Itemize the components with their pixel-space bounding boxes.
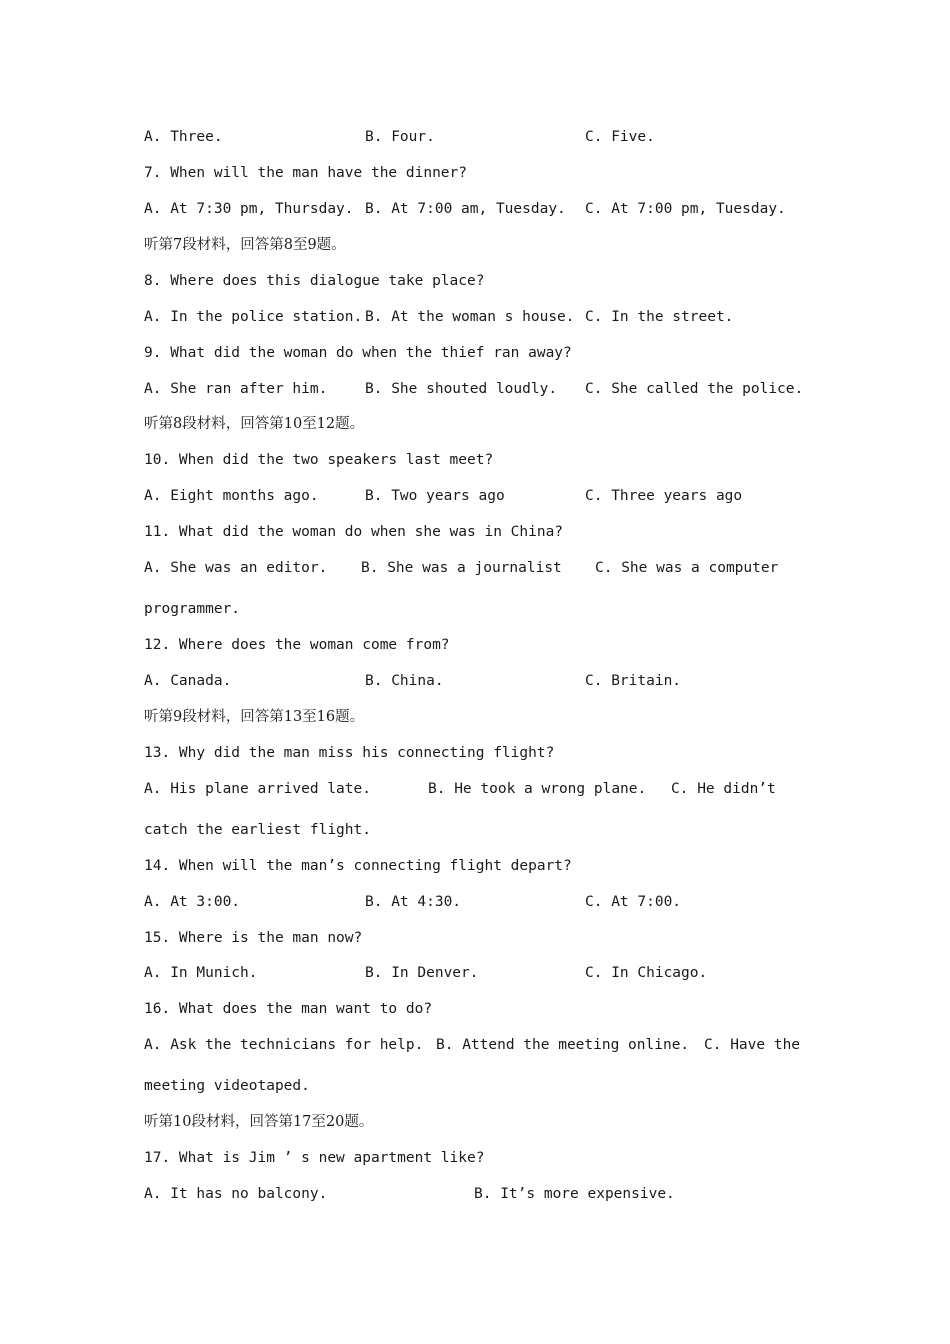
- option-b: B. She shouted loudly.: [365, 381, 558, 397]
- option-a: A. Eight months ago.: [144, 488, 319, 504]
- option-a: A. Canada.: [144, 673, 232, 689]
- question: 9. What did the woman do when the thief ran away?: [144, 345, 572, 361]
- option-a: A. In the police station.: [144, 309, 363, 325]
- option-a: A. She was an editor.: [144, 560, 328, 576]
- section-heading: 听第8段材料，回答第10至12题。: [144, 416, 365, 432]
- option-b: B. In Denver.: [365, 965, 479, 981]
- question: 17. What is Jim ’ s new apartment like?: [144, 1150, 485, 1166]
- option-a: A. At 3:00.: [144, 894, 241, 910]
- option-c: C. Have the: [704, 1037, 801, 1053]
- option-b: B. At 7:00 am, Tuesday.: [365, 201, 566, 217]
- question: 8. Where does this dialogue take place?: [144, 273, 485, 289]
- question: 10. When did the two speakers last meet?: [144, 452, 494, 468]
- option-c: C. Three years ago: [585, 488, 743, 504]
- option-c: C. In Chicago.: [585, 965, 708, 981]
- section-heading: 听第10段材料，回答第17至20题。: [144, 1114, 374, 1130]
- question: 14. When will the man’s connecting flight depart?: [144, 858, 572, 874]
- question: 13. Why did the man miss his connecting flight?: [144, 745, 555, 761]
- option-b: B. He took a wrong plane.: [428, 781, 647, 797]
- option-c: C. She was a computer: [595, 560, 779, 576]
- option-a: A. She ran after him.: [144, 381, 328, 397]
- section-heading: 听第9段材料，回答第13至16题。: [144, 709, 365, 725]
- option-b: B. At the woman s house.: [365, 309, 575, 325]
- option-b: B. She was a journalist: [361, 560, 562, 576]
- question: 7. When will the man have the dinner?: [144, 165, 468, 181]
- option-a: A. Three.: [144, 129, 223, 145]
- option-a: A. Ask the technicians for help.: [144, 1037, 424, 1053]
- option-c: C. She called the police.: [585, 381, 804, 397]
- option-a: A. It has no balcony.: [144, 1186, 328, 1202]
- option-b: B. Four.: [365, 129, 435, 145]
- option-c: C. He didn’t: [671, 781, 776, 797]
- section-heading: 听第7段材料，回答第8至9题。: [144, 237, 346, 253]
- option-b: B. China.: [365, 673, 444, 689]
- option-b: B. It’s more expensive.: [474, 1186, 675, 1202]
- question-continued: catch the earliest flight.: [144, 822, 371, 838]
- option-b: B. Two years ago: [365, 488, 505, 504]
- question: 11. What did the woman do when she was in China?: [144, 524, 564, 540]
- option-b: B. Attend the meeting online.: [436, 1037, 690, 1053]
- option-a: A. At 7:30 pm, Thursday.: [144, 201, 354, 217]
- question-continued: meeting videotaped.: [144, 1078, 310, 1094]
- question: 15. Where is the man now?: [144, 930, 363, 946]
- option-c: C. Five.: [585, 129, 655, 145]
- option-b: B. At 4:30.: [365, 894, 462, 910]
- question-continued: programmer.: [144, 601, 241, 617]
- option-c: C. At 7:00.: [585, 894, 682, 910]
- option-c: C. At 7:00 pm, Tuesday.: [585, 201, 786, 217]
- option-c: C. Britain.: [585, 673, 682, 689]
- question: 12. Where does the woman come from?: [144, 637, 450, 653]
- option-c: C. In the street.: [585, 309, 734, 325]
- option-a: A. His plane arrived late.: [144, 781, 371, 797]
- option-a: A. In Munich.: [144, 965, 258, 981]
- question: 16. What does the man want to do?: [144, 1001, 433, 1017]
